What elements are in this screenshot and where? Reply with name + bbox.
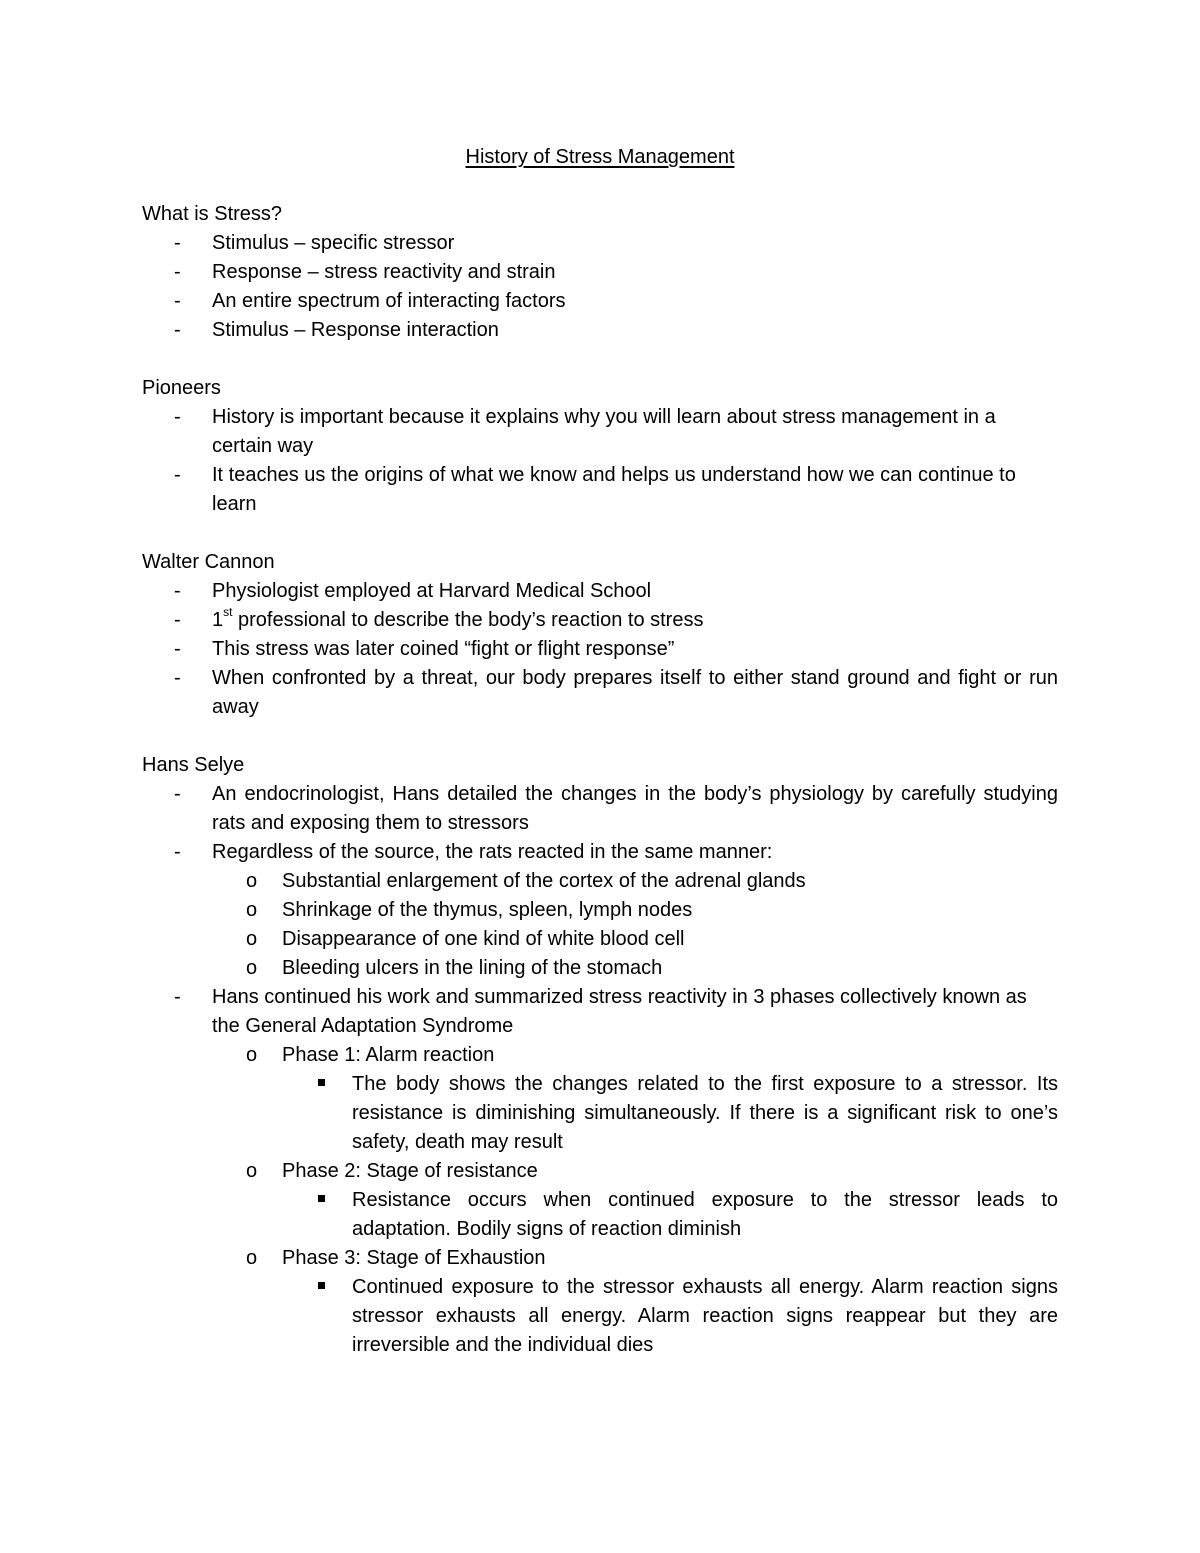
list-item xyxy=(142,229,1058,258)
circle-bullet: o xyxy=(246,899,258,921)
phase-detail-text: Resistance occurs when continued exposure to the stressor leads to adaptation. Bodily signs of reaction diminish xyxy=(352,1189,1058,1240)
list-item-text: An entire spectrum of interacting factors xyxy=(212,290,566,312)
dash-bullet: - xyxy=(174,319,181,341)
sub-list-item-text: Bleeding ulcers in the lining of the stomach xyxy=(282,957,663,979)
sub-bullet-list xyxy=(142,1041,1058,1070)
section-walter-cannon xyxy=(142,548,1058,722)
dash-bullet: - xyxy=(174,841,181,863)
square-bullet-icon xyxy=(318,1186,325,1215)
dash-bullet: - xyxy=(174,638,181,660)
dash-bullet: - xyxy=(174,406,181,428)
square-bullet-icon xyxy=(318,1070,325,1099)
section-what-is-stress xyxy=(142,200,1058,345)
list-item-text: Stimulus – Response interaction xyxy=(212,319,499,341)
list-item-text: History is important because it explains why you will learn about stress management in a certain way xyxy=(212,406,996,457)
page-title: History of Stress Management xyxy=(465,146,735,168)
circle-bullet: o xyxy=(246,1247,258,1269)
phase-detail-text: Continued exposure to the stressor exhausts all energy. Alarm reaction signs stressor exhausts all energy. Alarm reaction signs reappear but they are irreversible and the individual dies xyxy=(352,1276,1058,1356)
detail-bullet-list xyxy=(142,1070,1058,1157)
section-pioneers xyxy=(142,374,1058,519)
list-item-text: This stress was later coined “fight or flight response” xyxy=(212,638,675,660)
ordinal-suffix: st xyxy=(223,605,233,620)
list-item-text: Regardless of the source, the rats reacted in the same manner: xyxy=(212,841,773,863)
dash-bullet: - xyxy=(174,464,181,486)
bullet-list xyxy=(142,780,1058,867)
list-item xyxy=(142,606,1058,635)
list-item xyxy=(142,635,1058,664)
list-item xyxy=(142,664,1058,722)
phase-label: Phase 3: Stage of Exhaustion xyxy=(282,1247,546,1269)
ordinal-number: 1 xyxy=(212,609,224,631)
sub-list-item-text: Disappearance of one kind of white blood cell xyxy=(282,928,685,950)
list-item-text: Hans continued his work and summarized stress reactivity in 3 phases collectively known as the General Adaptation Syndrome xyxy=(212,986,1027,1037)
bullet-list xyxy=(142,983,1058,1041)
bullet-list xyxy=(142,403,1058,519)
sub-list-item xyxy=(142,954,1058,983)
circle-bullet: o xyxy=(246,957,258,979)
list-item-text: An endocrinologist, Hans detailed the changes in the body’s physiology by carefully studying rats and exposing them to stressors xyxy=(212,783,1058,834)
list-item-text: professional to describe the body’s reaction to stress xyxy=(232,609,704,631)
detail-bullet-list xyxy=(142,1273,1058,1360)
list-item xyxy=(142,838,1058,867)
section-heading: Pioneers xyxy=(142,377,221,399)
phase-item xyxy=(142,1157,1058,1186)
list-item xyxy=(142,983,1058,1041)
circle-bullet: o xyxy=(246,870,258,892)
dash-bullet: - xyxy=(174,580,181,602)
list-item xyxy=(142,258,1058,287)
list-item-text: Response – stress reactivity and strain xyxy=(212,261,556,283)
phase-label: Phase 1: Alarm reaction xyxy=(282,1044,495,1066)
list-item xyxy=(142,287,1058,316)
list-item xyxy=(142,316,1058,345)
list-item-text: It teaches us the origins of what we know and helps us understand how we can continue to learn xyxy=(212,464,1016,515)
dash-bullet: - xyxy=(174,667,181,689)
circle-bullet: o xyxy=(246,928,258,950)
sub-list-item xyxy=(142,867,1058,896)
list-item-text: Stimulus – specific stressor xyxy=(212,232,455,254)
phase-item xyxy=(142,1041,1058,1070)
list-item xyxy=(142,461,1058,519)
section-hans-selye xyxy=(142,751,1058,1360)
circle-bullet: o xyxy=(246,1160,258,1182)
list-item xyxy=(142,403,1058,461)
phase-detail-item xyxy=(142,1273,1058,1360)
sub-bullet-list xyxy=(142,867,1058,983)
list-item-text: When confronted by a threat, our body prepares itself to either stand ground and fight or run away xyxy=(212,667,1058,718)
dash-bullet: - xyxy=(174,783,181,805)
document-body xyxy=(142,200,1058,1389)
phase-label: Phase 2: Stage of resistance xyxy=(282,1160,538,1182)
sub-list-item-text: Shrinkage of the thymus, spleen, lymph nodes xyxy=(282,899,693,921)
sub-bullet-list xyxy=(142,1244,1058,1273)
phase-detail-item xyxy=(142,1070,1058,1157)
dash-bullet: - xyxy=(174,290,181,312)
sub-list-item xyxy=(142,896,1058,925)
dash-bullet: - xyxy=(174,232,181,254)
dash-bullet: - xyxy=(174,261,181,283)
circle-bullet: o xyxy=(246,1044,258,1066)
list-item-text: Physiologist employed at Harvard Medical School xyxy=(212,580,652,602)
dash-bullet: - xyxy=(174,609,181,631)
sub-list-item-text: Substantial enlargement of the cortex of the adrenal glands xyxy=(282,870,806,892)
bullet-list xyxy=(142,577,1058,722)
square-bullet-icon xyxy=(318,1273,325,1302)
phase-item xyxy=(142,1244,1058,1273)
detail-bullet-list xyxy=(142,1186,1058,1244)
section-heading: Walter Cannon xyxy=(142,551,275,573)
sub-list-item xyxy=(142,925,1058,954)
dash-bullet: - xyxy=(174,986,181,1008)
list-item xyxy=(142,577,1058,606)
phase-detail-text: The body shows the changes related to the first exposure to a stressor. Its resistance is diminishing simultaneously. If there is a significant risk to one’s safety, death may result xyxy=(352,1073,1058,1153)
section-heading: What is Stress? xyxy=(142,203,283,225)
bullet-list xyxy=(142,229,1058,345)
sub-bullet-list xyxy=(142,1157,1058,1186)
list-item xyxy=(142,780,1058,838)
section-heading: Hans Selye xyxy=(142,754,245,776)
phase-detail-item xyxy=(142,1186,1058,1244)
